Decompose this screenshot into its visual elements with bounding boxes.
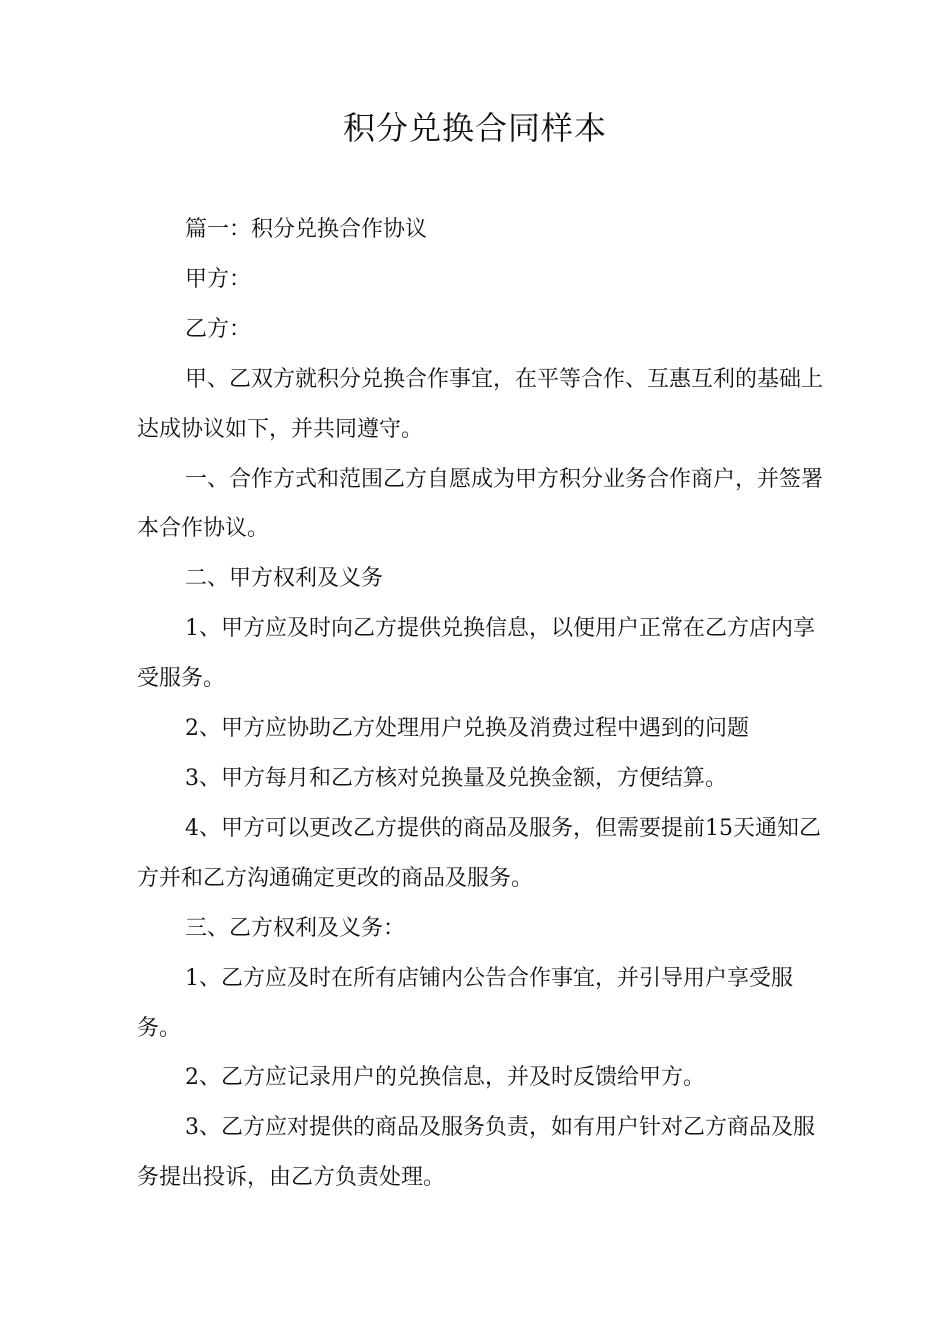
clause-2-heading: 二、甲方权利及义务 [185,566,384,592]
clause-2-item-3: 3、甲方每月和乙方核对兑换量及兑换金额，方便结算。 [185,765,727,791]
document-body [137,205,827,1203]
clause-1-cooperation-scope: 一、合作方式和范围乙方自愿成为甲方积分业务合作商户，并签署本合作协议。 [137,466,824,542]
section-heading-part-one: 篇一：积分兑换合作协议 [185,217,428,242]
clause-2-item-2: 2、甲方应协助乙方处理用户兑换及消费过程中遇到的问题 [185,716,749,742]
clause-3-item-3: 3、乙方应对提供的商品及服务负责，如有用户针对乙方商品及服务提出投诉，由乙方负责处理。 [137,1115,815,1191]
clause-3-heading: 三、乙方权利及义务： [185,915,406,941]
party-a-line: 甲方： [185,266,252,292]
clause-2-item-1: 1、甲方应及时向乙方提供兑换信息，以便用户正常在乙方店内享受服务。 [137,616,815,692]
party-b-line: 乙方： [185,316,252,342]
clause-3-item-2: 2、乙方应记录用户的兑换信息，并及时反馈给甲方。 [185,1065,705,1091]
clause-3-item-1: 1、乙方应及时在所有店铺内公告合作事宜，并引导用户享受服务。 [137,965,793,1041]
clause-2-item-4: 4、甲方可以更改乙方提供的商品及服务，但需要提前15天通知乙方并和乙方沟通确定更改的商品及服务。 [137,815,821,891]
document-title: 积分兑换合同样本 [342,109,607,147]
preamble-paragraph: 甲、乙双方就积分兑换合作事宜，在平等合作、互惠互利的基础上达成协议如下，并共同遵守。 [137,366,824,442]
